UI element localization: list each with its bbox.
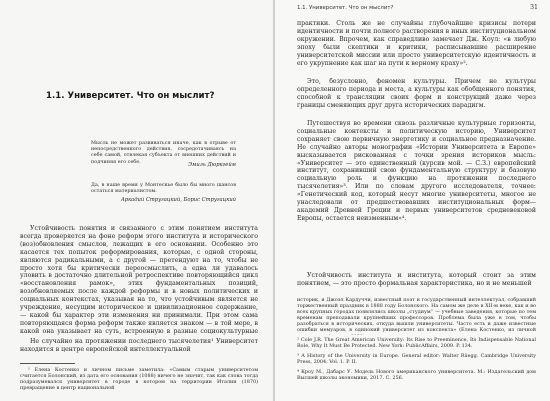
- body-paragraph-1: Устойчивость понятия и связанного с этим понятием института всегда проверяется на фоне реформ этого института и исторического (воз)обновления смыслов, лежащих в его основании. Особенно это касается тех попыток реформирования, которые, с одной стороны, являются радикальными, а с другой — претендуют на то, чтобы не просто хотя бы критически переосмыслить, а едва ли удавалось уловить в достаточно длительной ретроспективе повторяющийся цикл «восстановления рамок», этих фундаментальных позиций, возобновляемых после каждой реформы и в новых политических и социальных контекстах, указывая на то, что устойчивым является не учреждение, несущим историческое и цивилизационное содержание, — какой бы характер эти изменения ни принимали. При этом сама повторяющаяся форма реформ также является знаком — в той мере, в какой она указывает на суть, встроенную в разные социокультурные: [20, 225, 258, 335]
- left-page: [0, 0, 273, 401]
- footnote-2: ² Cole J.R. The Great American University: Its Rise to Preeminence, Its Indispensable National Role, Why It Must Be Protected. New York: PublicAffairs, 2009. P. 134.: [297, 337, 536, 350]
- right-page: [275, 0, 550, 401]
- section-heading: 1.1. Университет. Что он мыслит?: [46, 91, 215, 101]
- body-paragraph-3: Это, безусловно, феномен культуры. Причем не культуры определенного периода и места, а культуры как обобщенного понятия, способной к трансляции своих форм и конструкций даже через границы сменяющих друг друга исторических парадигм.: [297, 78, 536, 109]
- footnote-rule: [20, 363, 75, 364]
- body-paragraph-continuation: практики. Столь же не случайны глубочайшие кризисы потери идентичности и почти полного растворения в иных институциональном окружении. Впрочем, как справедливо замечает Дж. Коул: «в любую эпоху были скептики и критики, расписывавшие расширение университетской миссии или просто университетскую идентичность и его укрупнение как шаг на пути к верному краху»².: [297, 20, 536, 67]
- epigraph-quote-2: Да, в наше время у Монтескье было бы много шансов остаться материалистом.: [91, 182, 236, 195]
- body-paragraph-2: Не случайно на протяжении последнего тысячелетия¹ Университет находится в центре европейской интеллектуальной: [20, 338, 258, 353]
- page-number: 31: [530, 4, 538, 11]
- epigraph-author-1: Эмиль Дюркгейм: [188, 162, 236, 168]
- epigraph-author-2: Аркадий Стругацкий, Борис Стругацкий: [120, 197, 236, 203]
- footnote-3: ³ A History of the University in Europe. General editor: Walter Rüegg. Cambridge University Press, 2004. Vol. 1. P. II.: [297, 353, 536, 366]
- body-paragraph-4: Путешествуя во времени сквозь различные культурные горизонты, социальные контексты и политическую историю, Университет сохраняет свою первичную энергетику и социальное предназначение. Не случайно авторы монографии «Истории Университета в Европе» высказывается рискованная с точки зрения историков мысль: «Университет — это единственный (курсив мой. — С.З.) европейский институт, сохранивший свою фундаментальную структуру и базовую социальную роль и функцию на протяжении последнего тысячелетия»³. Или по словам другого исследователя, точнее: «Генетический код, который несут многие университеты, многое не унаследовали от предшествовавших институциональных форм—академий Древней Греции и первых университетов средневековой Европы, остается неизменным»⁴.: [297, 120, 536, 222]
- footnote-1: ¹ Елена Костенко и личном письме заметила: «Самым старым университетом считается Болонский, из дата его основания (1088) ничего не значит, так как слова тогда подразумевался университет в городе в котором на территории Италии (1870) превращение в центр национальной: [20, 367, 258, 392]
- epigraph-quote-1: Мысль не может развиваться иначе, как в отрыве от непосредственного действия, сосредотачиваясь на себе самой, отвлекая субъекта от внешних действий и подчиняя его себе.: [91, 140, 236, 165]
- running-head: 1.1. Университет. Что он мыслит?: [297, 5, 394, 11]
- footnote-4: ⁴ Кроу М., Дабарс У. Модель Нового американского университета. М.: Издательский дом Высшей школы экономики, 2017. С. 256.: [297, 369, 536, 382]
- body-paragraph-5: Устойчивость института и института, который стоит за этим понятием, — это просто формальная характеристика, но и не меньшей: [297, 272, 536, 287]
- footnote-1-continuation: историк, и Джоэл Кардуччи, известный поэт и государственный интеллектуал, собравший торжественный праздник в 1888 году Болонского. На самом же деле в XII-м веке, как и во всех крупных городах появлялись школы „студиум“ — учебные заведения, которые по тем временам преподавали крупнейших профессоров. Проблема была уже в том, чтобы разобраться в исторических, откуда вышли университеты. Часто есть и даже известные ошибки мемуаров, в одинокий университет из конспекта» (Елена Костенко, из личной: [297, 297, 536, 334]
